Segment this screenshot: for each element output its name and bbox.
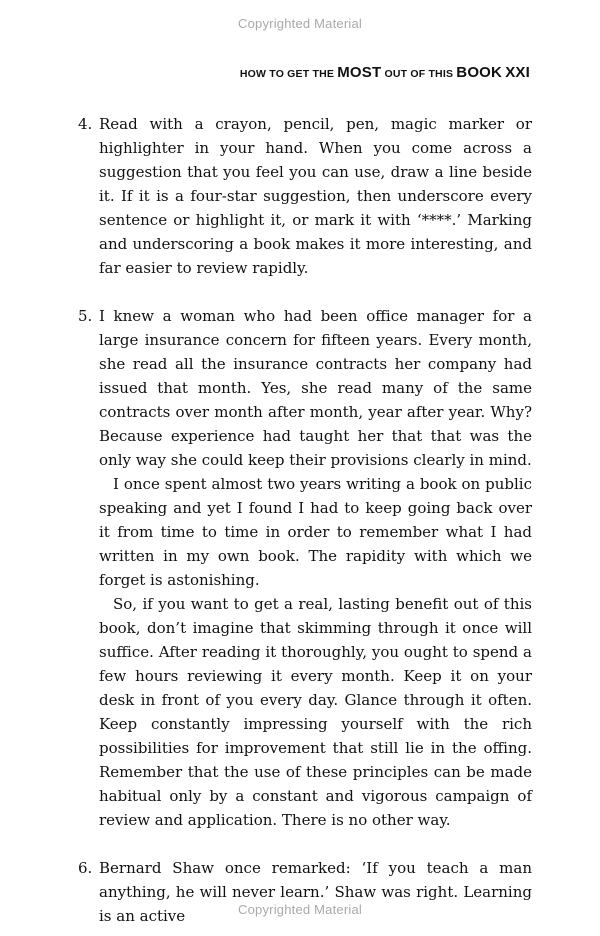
running-head-text-2: OUT OF THIS — [381, 68, 457, 80]
running-head-emphasis-book: BOOK — [456, 64, 503, 81]
copyright-watermark-top: Copyrighted Material — [238, 16, 362, 31]
item-number: 4. — [78, 115, 93, 133]
item-text — [99, 304, 532, 832]
paragraph: I knew a woman who had been office manager for a large insurance concern for fifteen years. Every month, she read all the insurance contracts her company had issued that month. Yes, she read many of the same contracts over month after month, year after year. Why? Because experience had taught her that that was the only way she could keep their provisions clearly in mind. — [99, 307, 532, 469]
item-number: 6. — [78, 859, 93, 877]
page-body — [78, 112, 532, 928]
numbered-item-5 — [78, 304, 532, 832]
paragraph: Read with a crayon, pencil, pen, magic marker or highlighter in your hand. When you come across a suggestion that you feel you can use, draw a line beside it. If it is a four-star suggestion, then underscore every sentence or highlight it, or mark it with ‘****.’ Marking and underscoring a book makes it more interesting, and far easier to review rapidly. — [99, 115, 532, 277]
running-head — [240, 64, 530, 83]
numbered-item-4 — [78, 112, 532, 280]
numbered-item-6 — [78, 856, 532, 928]
copyright-watermark-bottom: Copyrighted Material — [238, 902, 362, 917]
paragraph: I once spent almost two years writing a book on public speaking and yet I found I had to keep going back over it from time to time in order to remember what I had written in my own book. The rapidity with which we forget is astonishing. — [99, 475, 532, 589]
item-number: 5. — [78, 307, 93, 325]
paragraph: So, if you want to get a real, lasting benefit out of this book, don’t imagine that skimming through it once will suffice. After reading it thoroughly, you ought to spend a few hours reviewing it every month. Keep it on your desk in front of you every day. Glance through it often. Keep constantly impressing yourself with the rich possibilities for improvement that still lie in the offing. Remember that the use of these principles can be made habitual only by a constant and vigorous campaign of review and application. There is no other way. — [99, 595, 532, 829]
running-head-text-1: HOW TO GET THE — [239, 68, 338, 80]
page-number: XXI — [505, 64, 530, 81]
item-text — [99, 856, 532, 928]
paragraph: Bernard Shaw once remarked: ‘If you teach a man anything, he will never learn.’ Shaw was right. Learning is an active — [99, 859, 532, 925]
item-text — [99, 112, 532, 280]
running-head-emphasis-most: MOST — [337, 64, 382, 81]
